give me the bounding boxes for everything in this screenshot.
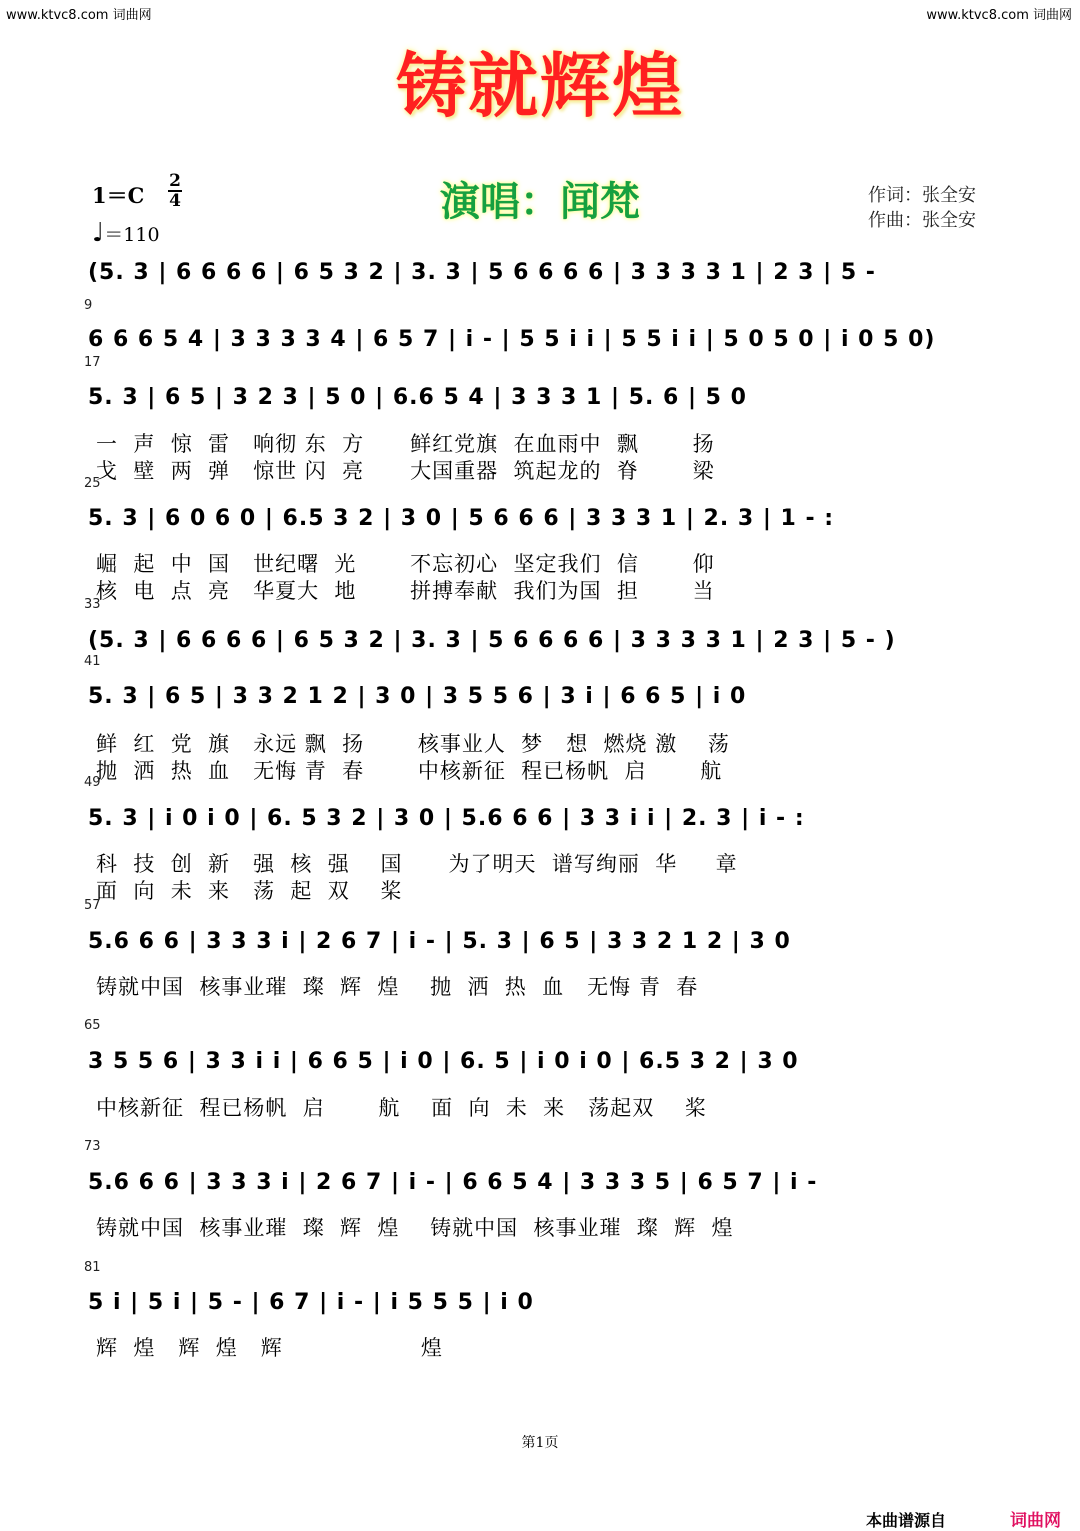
lyrics-verse-1: 辉 煌 辉 煌 辉 煌 bbox=[96, 1336, 443, 1360]
lyrics-verse-1: 一 声 惊 雷 响彻 东 方 鲜红党旗 在血雨中 飘 扬 bbox=[96, 432, 715, 456]
notation-line: 5 i | 5 i | 5 - | 6 7 | i - | i 5 5 5 | i 0 bbox=[88, 1290, 534, 1315]
bar-number: 57 bbox=[84, 898, 101, 913]
notation-line: (5. 3 | 6 6 6 6 | 6 5 3 2 | 3. 3 | 5 6 6 6 6 | 3 3 3 3 1 | 2 3 | 5 - ) bbox=[88, 628, 896, 653]
bar-number: 73 bbox=[84, 1139, 101, 1154]
page-number: 第1页 bbox=[521, 1435, 559, 1451]
lyrics-verse-1: 鲜 红 党 旗 永远 飘 扬 核事业人 梦 想 燃烧 激 荡 bbox=[96, 732, 730, 756]
lyrics-verse-1: 铸就中国 核事业璀 璨 辉 煌 抛 洒 热 血 无悔 青 春 bbox=[96, 975, 699, 999]
lyrics-verse-2: 核 电 点 亮 华夏大 地 拼搏奉献 我们为国 担 当 bbox=[96, 579, 715, 603]
notation-line: (5. 3 | 6 6 6 6 | 6 5 3 2 | 3. 3 | 5 6 6 6 6 | 3 3 3 3 1 | 2 3 | 5 - bbox=[88, 260, 876, 285]
score-system bbox=[88, 925, 1000, 971]
lyrics-verse-1: 崛 起 中 国 世纪曙 光 不忘初心 坚定我们 信 仰 bbox=[96, 552, 715, 576]
score-system bbox=[88, 256, 1000, 302]
lyrics-verse-1: 铸就中国 核事业璀 璨 辉 煌 铸就中国 核事业璀 璨 辉 煌 bbox=[96, 1216, 734, 1240]
notation-line: 3 5 5 6 | 3 3 i i | 6 6 5 | i 0 | 6. 5 | i 0 i 0 | 6.5 3 2 | 3 0 bbox=[88, 1049, 799, 1074]
score-system bbox=[88, 502, 1000, 548]
bar-number: 65 bbox=[84, 1018, 101, 1033]
tempo-value: ＝110 bbox=[104, 224, 160, 246]
key-signature: 1＝C bbox=[92, 183, 145, 208]
composer: 作曲：张全安 bbox=[868, 210, 976, 231]
notation-line: 6 6 6 5 4 | 3 3 3 3 4 | 6 5 7 | i - | 5 5 i i | 5 5 i i | 5 0 5 0 | i 0 5 0) bbox=[88, 327, 936, 352]
score-system bbox=[88, 802, 1000, 848]
lyrics-verse-1: 科 技 创 新 强 核 强 国 为了明天 谱写绚丽 华 章 bbox=[96, 852, 738, 876]
score-system bbox=[88, 1045, 1000, 1091]
notation-line: 5.6 6 6 | 3 3 3 i | 2 6 7 | i - | 6 6 5 4 | 3 3 3 5 | 6 5 7 | i - bbox=[88, 1170, 818, 1195]
bar-number: 41 bbox=[84, 654, 101, 669]
score-system bbox=[88, 1286, 1000, 1332]
time-signature-top: 2 bbox=[169, 171, 181, 191]
song-title: 铸就辉煌 bbox=[396, 45, 684, 127]
notation-line: 5. 3 | i 0 i 0 | 6. 5 3 2 | 3 0 | 5.6 6 6 | 3 3 i i | 2. 3 | i - : bbox=[88, 806, 805, 831]
score-system bbox=[88, 381, 1000, 427]
bar-number: 81 bbox=[84, 1260, 101, 1275]
bar-number: 9 bbox=[84, 298, 93, 313]
score-system bbox=[88, 624, 1000, 670]
bar-number: 17 bbox=[84, 355, 101, 370]
score-system bbox=[88, 1166, 1000, 1212]
site-url-right[interactable]: www.ktvc8.com 词曲网 bbox=[926, 8, 1072, 23]
notation-line: 5. 3 | 6 5 | 3 3 2 1 2 | 3 0 | 3 5 5 6 | 3 i | 6 6 5 | i 0 bbox=[88, 684, 747, 709]
score-system bbox=[88, 680, 1000, 726]
notation-line: 5. 3 | 6 5 | 3 2 3 | 5 0 | 6.6 5 4 | 3 3 3 1 | 5. 6 | 5 0 bbox=[88, 385, 747, 410]
lyrics-verse-2: 抛 洒 热 血 无悔 青 春 中核新征 程已杨帆 启 航 bbox=[96, 759, 723, 783]
site-name-link[interactable]: 词曲网 bbox=[1010, 1511, 1061, 1531]
singer-line: 演唱：闻梵 bbox=[440, 179, 640, 225]
time-signature-bottom: 4 bbox=[169, 191, 181, 211]
bar-number: 33 bbox=[84, 597, 101, 612]
bar-number: 49 bbox=[84, 775, 101, 790]
notation-line: 5.6 6 6 | 3 3 3 i | 2 6 7 | i - | 5. 3 | 6 5 | 3 3 2 1 2 | 3 0 bbox=[88, 929, 791, 954]
score-system bbox=[88, 323, 1000, 369]
lyrics-verse-2: 戈 壁 两 弹 惊世 闪 亮 大国重器 筑起龙的 脊 梁 bbox=[96, 459, 715, 483]
lyricist: 作词：张全安 bbox=[868, 185, 976, 206]
lyrics-verse-2: 面 向 未 来 荡 起 双 桨 bbox=[96, 879, 403, 903]
quarter-note-icon: ♩ bbox=[92, 218, 105, 248]
site-url-left[interactable]: www.ktvc8.com 词曲网 bbox=[6, 8, 152, 23]
source-label: 本曲谱源自 bbox=[866, 1511, 947, 1530]
notation-line: 5. 3 | 6 0 6 0 | 6.5 3 2 | 3 0 | 5 6 6 6 | 3 3 3 1 | 2. 3 | 1 - : bbox=[88, 506, 835, 531]
credits bbox=[868, 183, 976, 233]
lyrics-verse-1: 中核新征 程已杨帆 启 航 面 向 未 来 荡起双 桨 bbox=[96, 1096, 707, 1120]
bar-number: 25 bbox=[84, 476, 101, 491]
